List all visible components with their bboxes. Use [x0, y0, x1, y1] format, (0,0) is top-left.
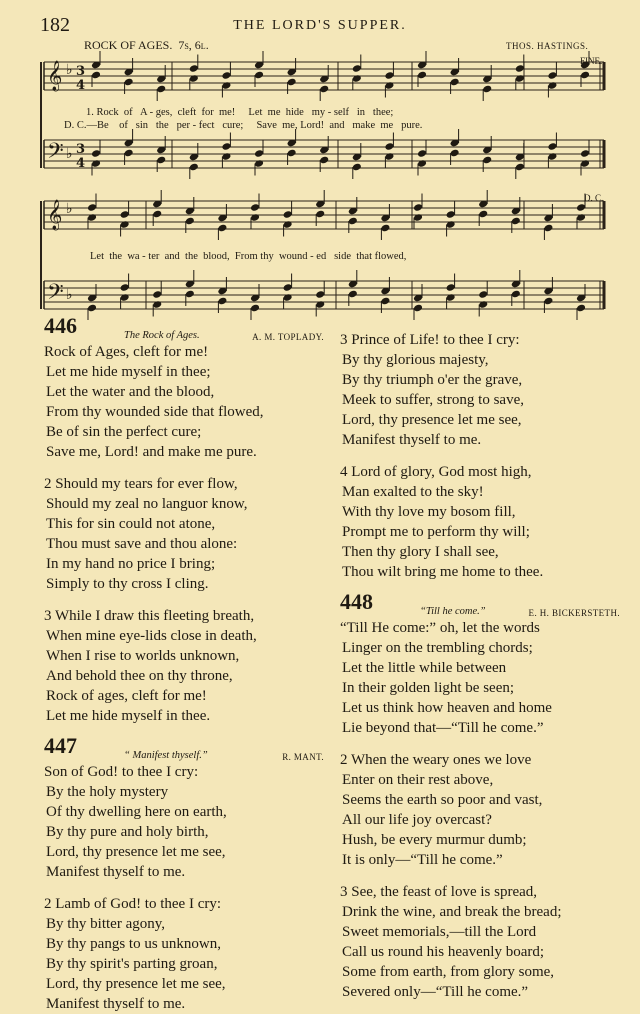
stanza-gap: [340, 738, 620, 750]
verse-line: Let us think how heaven and home: [342, 700, 552, 716]
treble-clef: 𝄞: [47, 61, 63, 91]
verse-line: In their golden light be seen;: [342, 680, 515, 696]
hymn-author: R. MANT.: [282, 752, 324, 762]
stanza: [44, 762, 324, 882]
treble-clef: 𝄞: [47, 200, 63, 230]
verse-line: Enter on their rest above,: [342, 772, 494, 788]
stanza: [44, 474, 324, 594]
verse-line: 3 Prince of Life! to thee I cry:: [340, 332, 520, 348]
flat-sign: ♭: [66, 146, 73, 162]
verse-line: By thy pure and holy birth,: [46, 824, 209, 840]
verse-line: By thy pangs to us unknown,: [46, 936, 222, 952]
stanza-gap: [340, 450, 620, 462]
stanza: [44, 606, 324, 726]
verse-line: Lord, thy presence let me see,: [46, 976, 226, 992]
verse-line: With thy love my bosom fill,: [342, 504, 516, 520]
verse-line: Be of sin the perfect cure;: [46, 424, 202, 440]
left-column: [44, 313, 324, 1014]
stanza: [44, 894, 324, 1014]
verse-line: By thy triumph o'er the grave,: [342, 372, 523, 388]
time-signature-bottom: 4: [76, 156, 86, 171]
stanza: [340, 750, 620, 870]
dc-mark: D. C.: [584, 193, 604, 203]
running-title: THE LORD'S SUPPER.: [233, 18, 407, 33]
verse-line: 3 While I draw this fleeting breath,: [44, 608, 255, 624]
verse-line: Rock of ages, cleft for me!: [46, 688, 207, 704]
verse-line: And behold thee on thy throne,: [46, 668, 233, 684]
flat-sign: ♭: [66, 287, 73, 303]
verse-line: Prompt me to perform thy will;: [342, 524, 530, 540]
verse-line: Hush, be every murmur dumb;: [342, 832, 527, 848]
lyric-line-2: D. C.—Be of sin the per - fect cure; Save me, Lord! and make me pure.: [64, 120, 423, 131]
verse-line: It is only—“Till he come.”: [342, 852, 503, 868]
stanza-gap: [44, 882, 324, 894]
verse-line: By thy spirit's parting groan,: [46, 956, 218, 972]
stanza: [340, 882, 620, 1002]
verse-line: When I rise to worlds unknown,: [46, 648, 240, 664]
stanza: [340, 618, 620, 738]
verse-line: Let me hide myself in thee.: [46, 708, 211, 724]
verse-line: Let the little while between: [342, 660, 507, 676]
verse-line: This for sin could not atone,: [46, 516, 216, 532]
stanza-gap: [44, 462, 324, 474]
verse-line: Lie beyond that—“Till he come.”: [342, 720, 544, 736]
hymn-header: [44, 313, 324, 342]
verse-line: Drink the wine, and break the bread;: [342, 904, 562, 920]
hymn-448: [340, 589, 620, 1002]
lyric-line-1: 1. Rock of A - ges, cleft for me! Let me hide my - self in thee;: [86, 107, 394, 118]
time-signature-bottom: 4: [76, 78, 86, 93]
verse-line: All our life joy overcast?: [342, 812, 492, 828]
verse-line: Simply to thy cross I cling.: [46, 576, 209, 592]
verse-line: Should my zeal no languor know,: [46, 496, 248, 512]
verse-line: Thou must save and thou alone:: [46, 536, 238, 552]
hymn-446: [44, 313, 324, 726]
verse-line: Manifest thyself to me.: [46, 996, 186, 1012]
stanza: [340, 330, 620, 450]
right-column: [340, 330, 620, 1002]
verse-line: Sweet memorials,—till the Lord: [342, 924, 537, 940]
hymn-subtitle: “ Manifest thyself.”: [124, 750, 208, 761]
verse-line: Save me, Lord! and make me pure.: [46, 444, 257, 460]
verse-line: Let the water and the blood,: [46, 384, 215, 400]
verse-line: “Till He come:” oh, let the words: [340, 620, 540, 636]
stanza: [340, 462, 620, 582]
stanza-gap: [340, 870, 620, 882]
tune-name: ROCK OF AGES. 7s, 6l.: [84, 38, 209, 52]
hymn-author: E. H. BICKERSTETH.: [528, 608, 620, 618]
verse-line: Call us round his heavenly board;: [342, 944, 545, 960]
hymn-subtitle: The Rock of Ages.: [124, 330, 200, 341]
hymn-number: 447: [44, 733, 77, 758]
hymn-number: 448: [340, 589, 373, 614]
verse-line: Manifest thyself to me.: [46, 864, 186, 880]
verse-line: By thy glorious majesty,: [342, 352, 489, 368]
hymn-447: [44, 733, 324, 1014]
flat-sign: ♭: [66, 201, 73, 217]
hymn-author: A. M. TOPLADY.: [252, 332, 324, 342]
verse-line: Rock of Ages, cleft for me!: [44, 344, 209, 360]
bass-clef: 𝄢: [47, 139, 64, 169]
verse-line: 2 When the weary ones we love: [340, 752, 532, 768]
verse-line: Then thy glory I shall see,: [342, 544, 499, 560]
verse-line: 3 See, the feast of love is spread,: [340, 884, 538, 900]
verse-line: By the holy mystery: [46, 784, 169, 800]
verse-line: By thy bitter agony,: [46, 916, 166, 932]
flat-sign: ♭: [66, 62, 73, 78]
verse-line: Man exalted to the sky!: [342, 484, 484, 500]
bass-clef: 𝄢: [47, 280, 64, 310]
verse-line: When mine eye-lids close in death,: [46, 628, 257, 644]
verse-line: 2 Should my tears for ever flow,: [44, 476, 238, 492]
verse-line: Linger on the trembling chords;: [342, 640, 533, 656]
fine-mark: FINE.: [580, 56, 603, 66]
verse-line: Lord, thy presence let me see,: [46, 844, 226, 860]
stanza-gap: [44, 594, 324, 606]
hymn-header: [340, 589, 620, 618]
time-signature-top: 3: [76, 64, 86, 79]
music-score: [0, 0, 640, 320]
verse-line: Severed only—“Till he come.”: [342, 984, 529, 1000]
verse-line: Son of God! to thee I cry:: [44, 764, 199, 780]
verse-line: Some from earth, from glory some,: [342, 964, 555, 980]
verse-line: 4 Lord of glory, God most high,: [340, 464, 532, 480]
time-signature-top: 3: [76, 142, 86, 157]
verse-line: Meek to suffer, strong to save,: [342, 392, 524, 408]
hymn-subtitle: “Till he come.”: [420, 606, 486, 617]
verse-line: Seems the earth so poor and vast,: [342, 792, 543, 808]
verse-line: From thy wounded side that flowed,: [46, 404, 264, 420]
verse-line: Of thy dwelling here on earth,: [46, 804, 227, 820]
verse-line: Let me hide myself in thee;: [46, 364, 211, 380]
page-number: 182: [40, 14, 70, 36]
verse-line: 2 Lamb of God! to thee I cry:: [44, 896, 222, 912]
verse-line: In my hand no price I bring;: [46, 556, 216, 572]
verse-line: Manifest thyself to me.: [342, 432, 482, 448]
tune-composer: THOS. HASTINGS.: [506, 41, 589, 51]
verse-line: Thou wilt bring me home to thee.: [342, 564, 544, 580]
stanza: [44, 342, 324, 462]
hymn-number: 446: [44, 313, 77, 338]
verse-line: Lord, thy presence let me see,: [342, 412, 522, 428]
lyric-line-3: Let the wa - ter and the blood, From thy wound - ed side that flowed,: [90, 251, 407, 262]
hymn-header: [44, 733, 324, 762]
